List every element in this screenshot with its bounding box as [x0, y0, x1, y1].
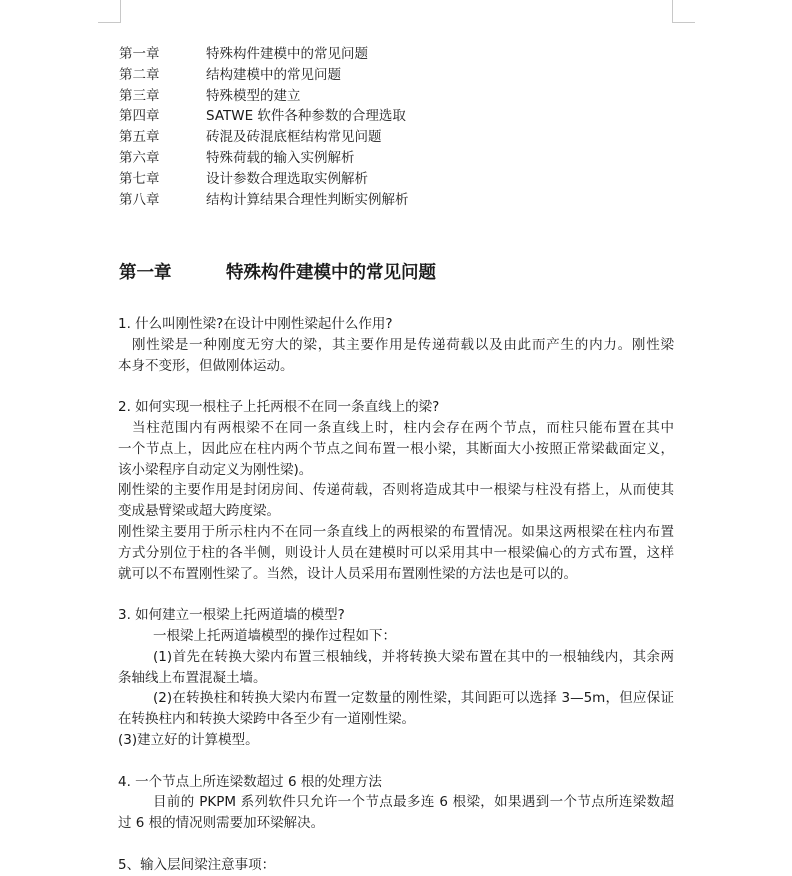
toc-entry: [119, 106, 409, 127]
paragraph-line: 变成悬臂梁或超大跨度梁。: [118, 503, 280, 520]
paragraph-line: 在转换柱内和转换大梁跨中各至少有一道刚性梁。: [118, 711, 415, 728]
question-heading: 5、输入层间梁注意事项：: [118, 856, 276, 873]
table-of-contents: [119, 44, 409, 210]
toc-entry: [119, 86, 409, 107]
paragraph-line: 一个节点上，因此应在柱内两个节点之间布置一根小梁，其断面大小按照正常梁截面定义，: [118, 440, 674, 457]
toc-chapter-number: 第七章: [119, 170, 160, 187]
toc-chapter-number: 第六章: [119, 149, 160, 166]
chapter-heading-number: 第一章: [119, 263, 172, 283]
paragraph-line: 刚性梁主要用于所示柱内不在同一条直线上的两根梁的布置情况。如果这两根梁在柱内布置: [118, 523, 674, 540]
toc-chapter-number: 第一章: [119, 46, 160, 62]
paragraph-line: 条轴线上布置混凝土墙。: [118, 669, 267, 686]
toc-chapter-title: 砖混及砖混底框结构常见问题: [206, 129, 382, 146]
toc-chapter-title: 结构计算结果合理性判断实例解析: [206, 191, 409, 208]
paragraph-line: 方式分别位于柱的各半侧，则设计人员在建模时可以采用其中一根梁偏心的方式布置，这样: [118, 544, 674, 561]
toc-chapter-title: 设计参数合理选取实例解析: [206, 170, 368, 187]
paragraph-line: 就可以不布置刚性梁了。当然，设计人员采用布置刚性梁的方法也是可以的。: [118, 565, 577, 582]
paragraph-line: 刚性梁是一种刚度无穷大的梁，其主要作用是传递荷载以及由此而产生的内力。刚性梁: [132, 336, 674, 353]
question-heading: 2. 如何实现一根柱子上托两根不在同一条直线上的梁?: [118, 399, 440, 416]
toc-entry: [119, 127, 409, 148]
paragraph-line: (1)首先在转换大梁内布置三根轴线，并将转换大梁布置在其中的一根轴线内，其余两: [153, 648, 674, 665]
chapter-heading-title: 特殊构件建模中的常见问题: [226, 263, 436, 283]
paragraph-line: 该小梁程序自动定义为刚性梁)。: [118, 461, 313, 478]
page-corner-mark-left: [98, 0, 121, 23]
toc-chapter-number: 第三章: [119, 87, 160, 104]
toc-chapter-title: 结构建模中的常见问题: [206, 66, 341, 83]
toc-chapter-number: 第四章: [119, 108, 160, 125]
paragraph-line: 过 6 根的情况则需要加环梁解决。: [118, 815, 325, 832]
toc-entry: [119, 190, 409, 211]
toc-chapter-number: 第八章: [119, 191, 160, 208]
toc-chapter-number: 第五章: [119, 129, 160, 146]
page-corner-mark-right: [672, 0, 695, 23]
toc-chapter-title: 特殊模型的建立: [206, 87, 301, 104]
toc-entry: [119, 148, 409, 169]
toc-chapter-title: 特殊构件建模中的常见问题: [206, 46, 368, 62]
toc-chapter-number: 第二章: [119, 66, 160, 83]
paragraph-line: 本身不变形，但做刚体运动。: [118, 357, 294, 374]
toc-chapter-title: 特殊荷载的输入实例解析: [206, 149, 355, 166]
question-heading: 3. 如何建立一根梁上托两道墙的模型?: [118, 607, 345, 624]
chapter-heading: [119, 259, 436, 284]
paragraph-line: 目前的 PKPM 系列软件只允许一个节点最多连 6 根梁，如果遇到一个节点所连梁数超: [153, 794, 674, 811]
paragraph-line: 刚性梁的主要作用是封闭房间、传递荷载，否则将造成其中一根梁与柱没有搭上，从而使其: [118, 482, 674, 499]
toc-entry: [119, 65, 409, 86]
paragraph-line: 当柱范围内有两根梁不在同一条直线上时，柱内会存在两个节点，而柱只能布置在其中: [132, 419, 674, 436]
toc-entry: [119, 44, 409, 65]
paragraph-line: (2)在转换柱和转换大梁内布置一定数量的刚性梁，其间距可以选择 3—5m，但应保证: [153, 690, 674, 707]
toc-entry: [119, 169, 409, 190]
paragraph-line: (3)建立好的计算模型。: [118, 731, 259, 748]
toc-chapter-title: SATWE 软件各种参数的合理选取: [206, 108, 406, 125]
question-heading: 1. 什么叫刚性梁?在设计中刚性梁起什么作用?: [118, 316, 393, 332]
question-heading: 4. 一个节点上所连梁数超过 6 根的处理方法: [118, 773, 382, 790]
paragraph-line: 一根梁上托两道墙模型的操作过程如下：: [153, 627, 396, 644]
chapter-body: [118, 314, 674, 876]
